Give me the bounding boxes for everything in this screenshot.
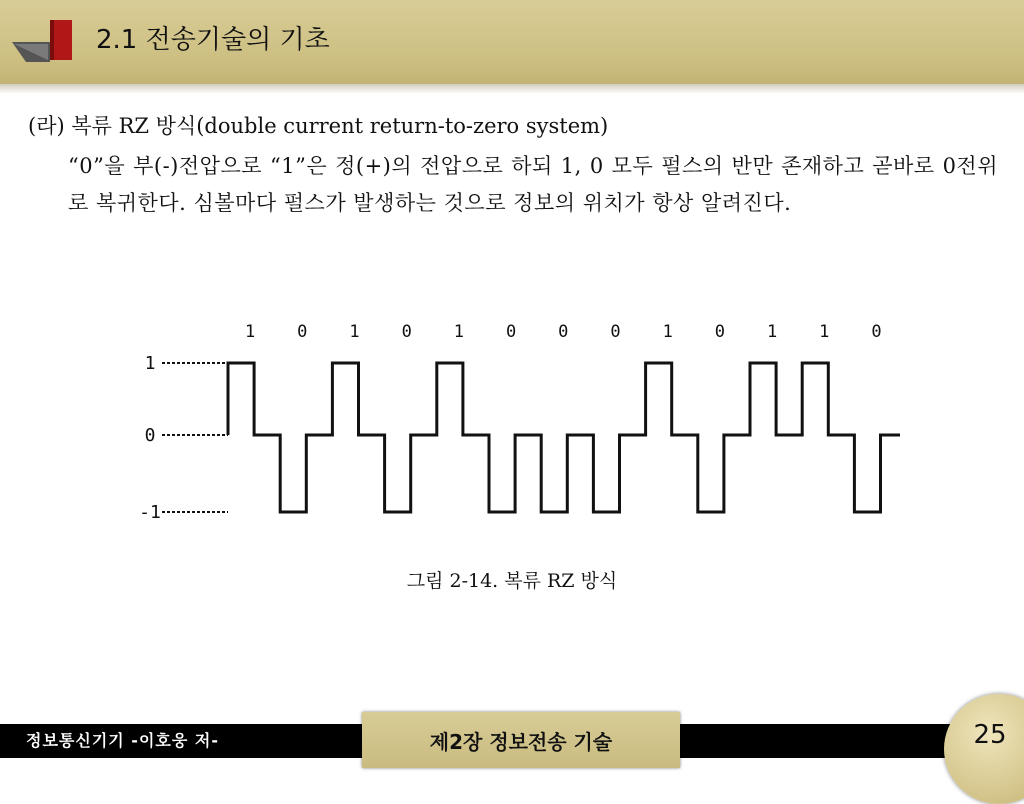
- bit-label: 1: [244, 322, 256, 342]
- waveform-diagram: [120, 305, 900, 535]
- footer-chapter-label: 제2장 정보전송 기술: [429, 729, 613, 754]
- bit-label: 1: [819, 322, 830, 342]
- bit-label: 0: [401, 322, 412, 342]
- content: [28, 112, 1008, 222]
- section-heading: (라) 복류 RZ 방식(double current return-to-zero system): [28, 114, 609, 138]
- footer-author: 정보통신기기 -이호웅 저-: [26, 731, 219, 750]
- level-label: 1: [144, 353, 156, 374]
- bit-label: 0: [505, 322, 517, 342]
- title-bar: [0, 0, 1024, 84]
- section-body: “0”을 부(-)전압으로 “1”은 정(+)의 전압으로 하되 1, 0 모두 펄스의 반만 존재하고 곧바로 0전위로 복귀한다. 심볼마다 펄스가 발생하는 것으로 정보의 위치가 항상 알려진다.: [68, 154, 998, 215]
- page-number: 25: [973, 720, 1007, 750]
- bit-label: 0: [871, 322, 882, 342]
- bit-label: 1: [766, 322, 778, 342]
- bit-label: 0: [297, 322, 308, 342]
- level-label: -1: [139, 502, 161, 523]
- waveform-figure: [120, 305, 900, 535]
- page-title: 2.1 전송기술의 기초: [96, 25, 330, 55]
- bit-label: 0: [558, 322, 569, 342]
- title-emblem-icon: [12, 18, 76, 64]
- bit-label: 1: [453, 322, 465, 342]
- bit-label: 0: [610, 322, 621, 342]
- waveform-line: [228, 363, 900, 512]
- bit-label: 1: [662, 322, 673, 342]
- figure-caption: 그림 2-14. 복류 RZ 방식: [406, 570, 618, 592]
- bit-label: 0: [714, 322, 726, 342]
- footer-chapter-tab: [362, 712, 680, 768]
- bit-label: 1: [349, 322, 360, 342]
- level-label: 0: [144, 425, 156, 446]
